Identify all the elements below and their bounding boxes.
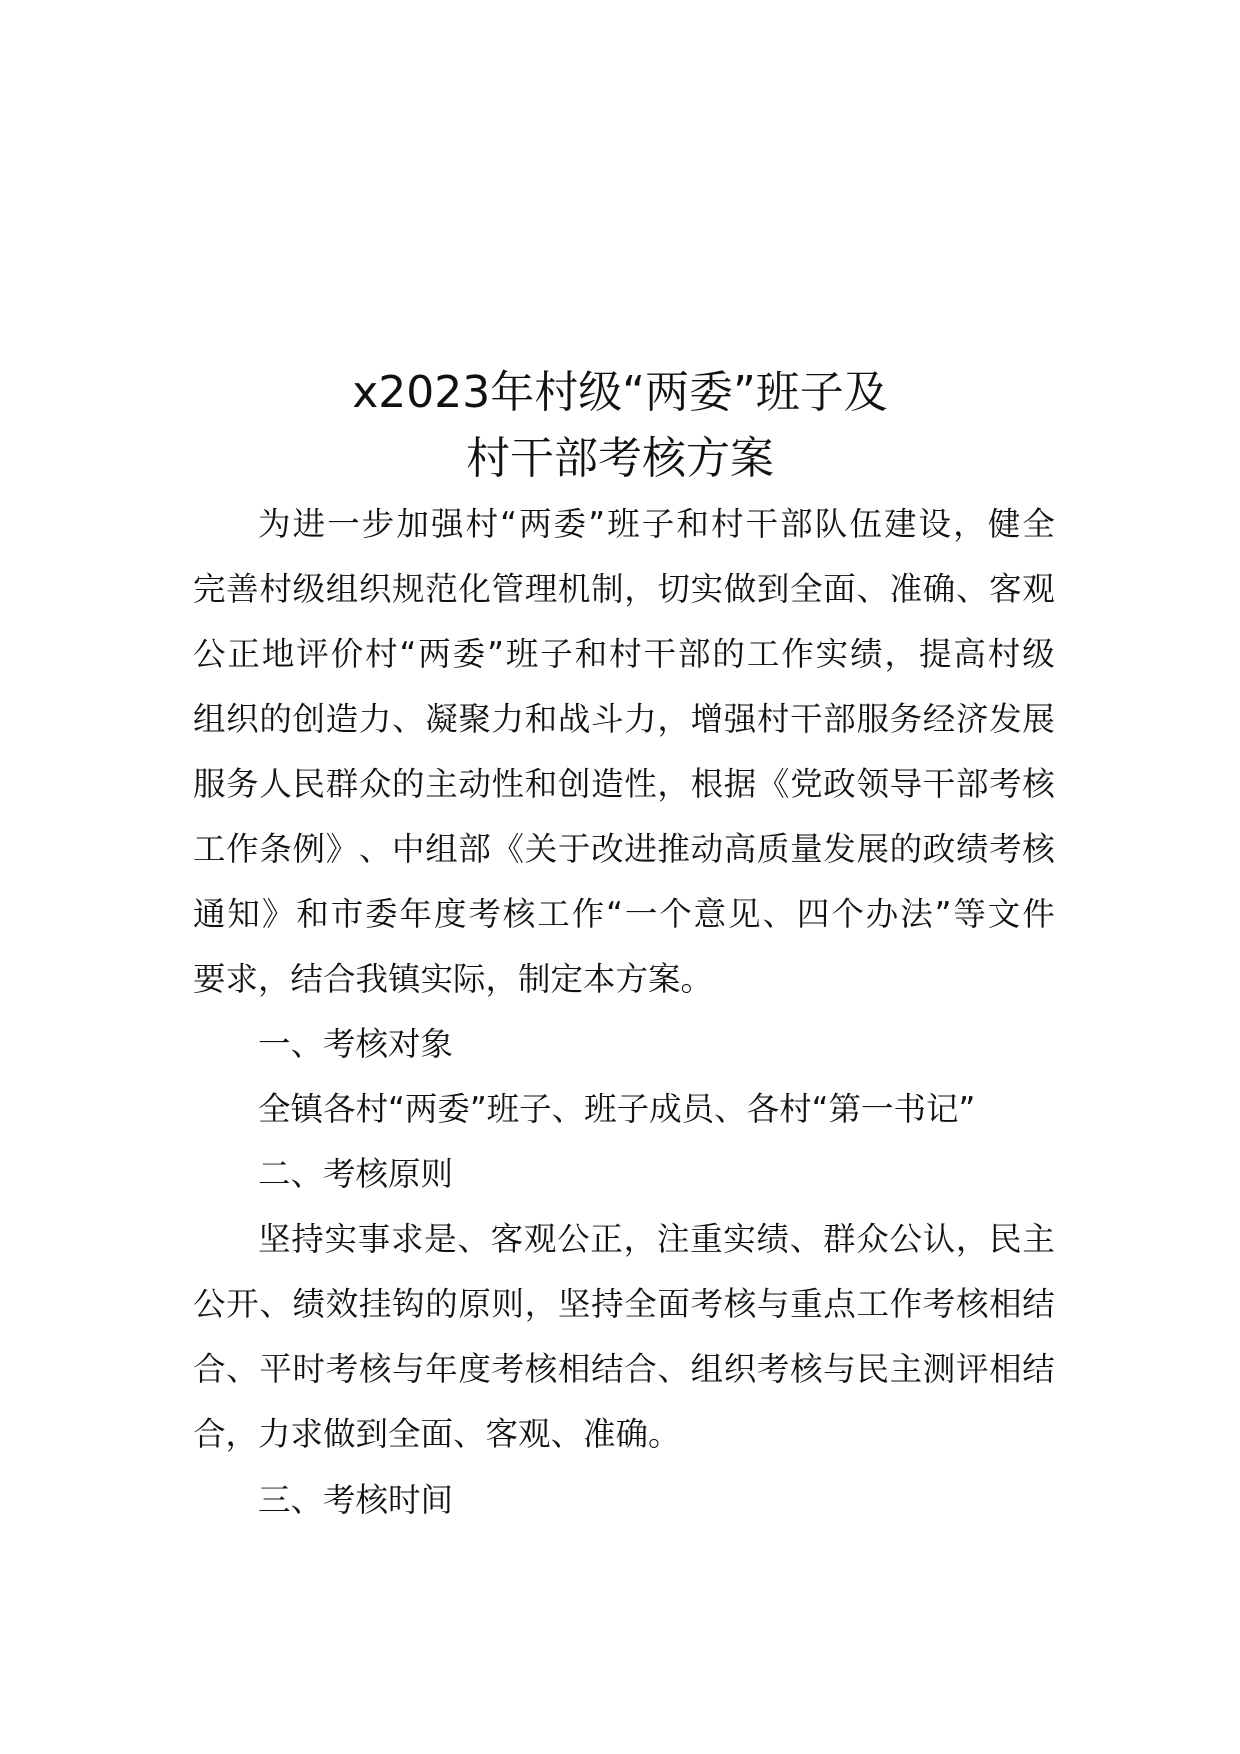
paragraph-line: 工 作 条 例 》 、 中 组 部 《 关 于 改 进 推 动 高 质 量 发 展 的 政 绩 考 核 xyxy=(193,830,1055,868)
intro-paragraph xyxy=(193,492,1055,1012)
paragraph-line: 组 织 的 创 造 力 、 凝 聚 力 和 战 斗 力 ， 增 强 村 干 部 服 务 经 济 发 展 xyxy=(193,700,1055,738)
section-body-1: 全镇各村“两委”班子、班子成员、各村“第一书记” xyxy=(258,1090,976,1128)
paragraph-line: 合，力求做到全面、客观、准确。 xyxy=(193,1415,681,1453)
paragraph-line: 为 进 一 步 加 强 村 “ 两 委 ” 班 子 和 村 干 部 队 伍 建 设 ， 健 全 xyxy=(258,505,1055,543)
principles-paragraph xyxy=(193,1207,1055,1467)
paragraph-line: 合 、 平 时 考 核 与 年 度 考 核 相 结 合 、 组 织 考 核 与 民 主 测 评 相 结 xyxy=(193,1350,1055,1388)
paragraph-line: 公 正 地 评 价 村 “ 两 委 ” 班 子 和 村 干 部 的 工 作 实 绩 ， 提 高 村 级 xyxy=(193,635,1055,673)
section-heading-3: 三、考核时间 xyxy=(258,1481,454,1519)
paragraph-line: 公 开 、 绩 效 挂 钩 的 原 则 ， 坚 持 全 面 考 核 与 重 点 工 作 考 核 相 结 xyxy=(193,1285,1055,1323)
title-line-2: 村干部考核方案 xyxy=(466,433,774,484)
section-heading-2: 二、考核原则 xyxy=(258,1155,454,1193)
title-line-1: x2023年村级“两委”班子及 xyxy=(352,367,888,418)
paragraph-line: 完 善 村 级 组 织 规 范 化 管 理 机 制 ， 切 实 做 到 全 面 、 准 确 、 客 观 xyxy=(193,570,1055,608)
paragraph-line: 坚 持 实 事 求 是 、 客 观 公 正 ， 注 重 实 绩 、 群 众 公 认 ， 民 主 xyxy=(258,1220,1055,1258)
document-title xyxy=(0,360,1240,492)
paragraph-line: 要求，结合我镇实际，制定本方案。 xyxy=(193,960,714,998)
paragraph-line: 通 知 》 和 市 委 年 度 考 核 工 作 “ 一 个 意 见 、 四 个 办 法 ” 等 文 件 xyxy=(193,895,1055,933)
paragraph-line: 服 务 人 民 群 众 的 主 动 性 和 创 造 性 ， 根 据 《 党 政 领 导 干 部 考 核 xyxy=(193,765,1055,803)
section-heading-1: 一、考核对象 xyxy=(258,1025,454,1063)
